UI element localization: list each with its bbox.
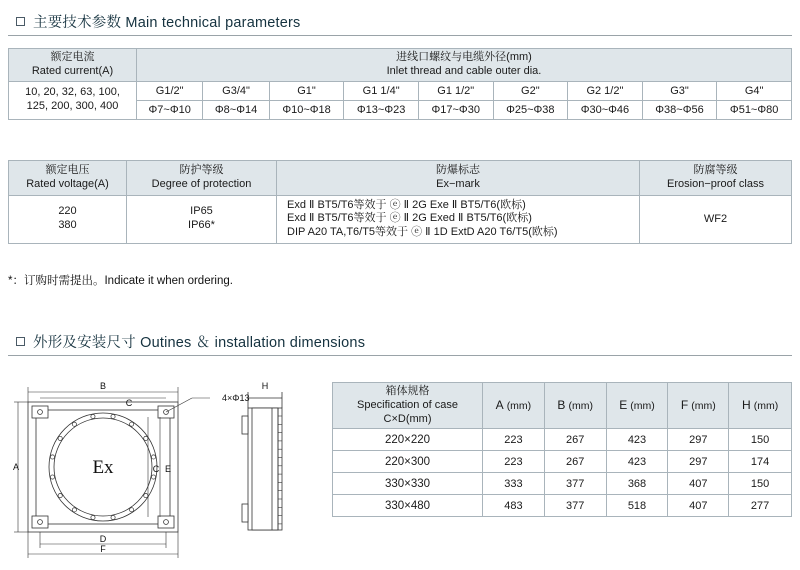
cell-dia-4: Φ17~Φ30 <box>418 100 493 119</box>
cell-h: 150 <box>729 473 792 495</box>
cell-b: 267 <box>544 429 606 451</box>
technical-parameters-table <box>8 48 792 120</box>
header-ex-mark: 防爆标志 Ex−mark <box>277 161 640 196</box>
header-dim-F: F (mm) <box>668 383 729 429</box>
cell-thread-1: G3/4" <box>203 81 269 100</box>
cell-spec: 220×300 <box>333 451 483 473</box>
dimensions-table-body <box>333 429 792 517</box>
cell-a: 333 <box>483 473 545 495</box>
section-title: 主要技术参数 Main technical parameters <box>33 15 301 31</box>
voltage-value: 220 <box>58 205 77 218</box>
cell-thread-3: G1 1/4" <box>344 81 419 100</box>
cell-b: 377 <box>544 495 606 517</box>
table-row <box>9 195 792 243</box>
cell-dia-0: Φ7~Φ10 <box>137 100 203 119</box>
protection-value: IP65 <box>190 205 213 218</box>
cell-spec: 330×330 <box>333 473 483 495</box>
header-specification: 箱体规格 Specification of case C×D(mm) <box>333 383 483 429</box>
cell-spec: 220×220 <box>333 429 483 451</box>
table-row <box>333 451 792 473</box>
footnote-ordering: *：订购时需提出。Indicate it when ordering. <box>8 275 233 287</box>
table-row <box>333 429 792 451</box>
table-row <box>9 49 792 82</box>
cell-h: 277 <box>729 495 792 517</box>
cell-erosion-value: WF2 <box>640 195 792 243</box>
cell-h: 174 <box>729 451 792 473</box>
cell-protection-values <box>127 195 277 243</box>
header-inlet-thread: 进线口螺纹与电缆外径(mm) Inlet thread and cable outer dia. <box>137 49 792 82</box>
cell-thread-8: G4" <box>717 81 792 100</box>
voltage-value: 380 <box>58 219 77 232</box>
cell-thread-5: G2" <box>493 81 568 100</box>
table-header-row <box>333 383 792 429</box>
rated-current-line: 125, 200, 300, 400 <box>26 100 119 112</box>
technical-parameters-table-wrap <box>8 48 792 120</box>
cell-ex-mark-values <box>277 195 640 243</box>
cell-f: 297 <box>668 451 729 473</box>
header-erosion-proof: 防腐等级 Erosion−proof class <box>640 161 792 196</box>
protection-value: IP66* <box>188 219 215 232</box>
label-f: F <box>100 544 106 554</box>
cell-e: 518 <box>606 495 668 517</box>
table-row <box>333 495 792 517</box>
cell-thread-0: G1/2" <box>137 81 203 100</box>
cell-e: 423 <box>606 451 668 473</box>
cell-f: 407 <box>668 495 729 517</box>
dimensions-table <box>332 382 792 517</box>
label-e: E <box>164 464 172 474</box>
cell-b: 377 <box>544 473 606 495</box>
cell-rated-current-values <box>9 81 137 119</box>
ratings-table <box>8 160 792 244</box>
ex-mark-line: Exd Ⅱ BT5/T6等效于 ⓔ Ⅱ 2G Exed Ⅱ BT5/T6(欧标) <box>287 212 532 225</box>
cell-e: 423 <box>606 429 668 451</box>
cell-spec: 330×480 <box>333 495 483 517</box>
cell-f: 297 <box>668 429 729 451</box>
table-header-row <box>9 161 792 196</box>
rated-current-line: 10, 20, 32, 63, 100, <box>25 86 120 99</box>
enclosure-drawing-svg <box>10 372 325 562</box>
label-c-top: C <box>125 398 133 408</box>
cell-thread-4: G1 1/2" <box>418 81 493 100</box>
cell-a: 223 <box>483 429 545 451</box>
label-ex-body: Ex <box>92 457 114 478</box>
label-c-right: C <box>152 464 160 474</box>
cell-dia-8: Φ51~Φ80 <box>717 100 792 119</box>
dimensions-table-wrap <box>332 382 792 517</box>
header-rated-current: 额定电流 Rated current(A) <box>9 49 137 82</box>
section-heading-technical-parameters <box>8 8 792 36</box>
square-bullet-icon <box>16 17 25 26</box>
table-row-thread <box>9 81 792 100</box>
header-rated-voltage: 额定电压 Rated voltage(A) <box>9 161 127 196</box>
label-h: H <box>261 381 269 391</box>
cell-thread-7: G3" <box>642 81 717 100</box>
cell-dia-1: Φ8~Φ14 <box>203 100 269 119</box>
label-d: D <box>99 534 107 544</box>
cell-dia-5: Φ25~Φ38 <box>493 100 568 119</box>
cell-thread-6: G2 1/2" <box>568 81 643 100</box>
header-dim-E: E (mm) <box>606 383 668 429</box>
label-a: A <box>12 462 20 472</box>
square-bullet-icon <box>16 337 25 346</box>
ex-mark-line: DIP A20 TA,T6/T5等效于 ⓔ Ⅱ 1D ExtD A20 T6/T5(欧标) <box>287 226 558 238</box>
cell-dia-3: Φ13~Φ23 <box>344 100 419 119</box>
section-title: 外形及安装尺寸 Outines ＆ installation dimensions <box>33 335 366 351</box>
table-row <box>333 473 792 495</box>
cell-a: 223 <box>483 451 545 473</box>
header-dim-A: A (mm) <box>483 383 545 429</box>
cell-dia-6: Φ30~Φ46 <box>568 100 643 119</box>
cell-dia-7: Φ38~Φ56 <box>642 100 717 119</box>
cell-b: 267 <box>544 451 606 473</box>
section-heading-outlines <box>8 328 792 356</box>
cell-h: 150 <box>729 429 792 451</box>
header-dim-B: B (mm) <box>544 383 606 429</box>
outline-drawing <box>10 372 325 562</box>
label-b: B <box>99 381 107 391</box>
cell-thread-2: G1" <box>269 81 344 100</box>
header-degree-protection: 防护等级 Degree of protection <box>127 161 277 196</box>
header-dim-H: H (mm) <box>729 383 792 429</box>
ex-mark-line: Exd Ⅱ BT5/T6等效于 ⓔ Ⅱ 2G Exe Ⅱ BT5/T6(欧标) <box>287 198 526 211</box>
ratings-table-wrap <box>8 160 792 244</box>
cell-voltage-values <box>9 195 127 243</box>
cell-e: 368 <box>606 473 668 495</box>
cell-dia-2: Φ10~Φ18 <box>269 100 344 119</box>
cell-a: 483 <box>483 495 545 517</box>
cell-f: 407 <box>668 473 729 495</box>
label-holes: 4×Φ13 <box>222 393 250 403</box>
